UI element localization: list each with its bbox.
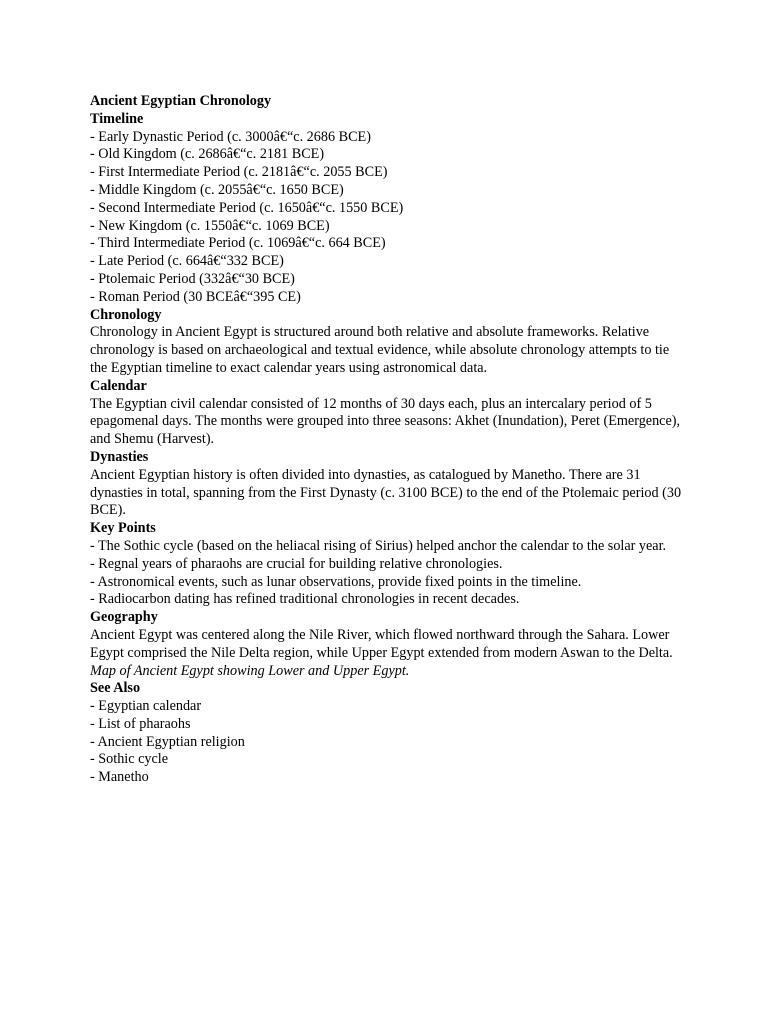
list-item: - Ptolemaic Period (332â€“30 BCE) bbox=[90, 270, 295, 287]
document-body bbox=[90, 93, 690, 787]
chronology-paragraph: Chronology in Ancient Egypt is structured around both relative and absolute frameworks. Relative chronology is based on archaeological and textual evidence, while absolute chronology attempts to tie the Egyptian timeline to exact calendar years using astronomical data. bbox=[90, 324, 670, 376]
list-item: - Astronomical events, such as lunar observations, provide fixed points in the timeline. bbox=[90, 573, 582, 590]
map-caption: Map of Ancient Egypt showing Lower and Upper Egypt. bbox=[90, 662, 410, 679]
list-item: - New Kingdom (c. 1550â€“c. 1069 BCE) bbox=[90, 217, 330, 234]
see-also-heading: See Also bbox=[90, 680, 141, 697]
document-title: Ancient Egyptian Chronology bbox=[90, 93, 272, 109]
list-item: - Early Dynastic Period (c. 3000â€“c. 2686 BCE) bbox=[90, 128, 371, 145]
list-item: - Old Kingdom (c. 2686â€“c. 2181 BCE) bbox=[90, 146, 325, 163]
list-item: - Egyptian calendar bbox=[90, 698, 202, 715]
key-points-list bbox=[90, 538, 690, 609]
calendar-heading: Calendar bbox=[90, 377, 147, 394]
list-item: - Radiocarbon dating has refined traditional chronologies in recent decades. bbox=[90, 591, 520, 608]
list-item: - Middle Kingdom (c. 2055â€“c. 1650 BCE) bbox=[90, 181, 344, 198]
see-also-list bbox=[90, 698, 690, 787]
timeline-list bbox=[90, 129, 690, 307]
list-item: - Ancient Egyptian religion bbox=[90, 733, 245, 750]
list-item: - Roman Period (30 BCEâ€“395 CE) bbox=[90, 288, 301, 305]
dynasties-heading: Dynasties bbox=[90, 448, 149, 465]
dynasties-paragraph: Ancient Egyptian history is often divided into dynasties, as catalogued by Manetho. There are 31 dynasties in total, spanning from the First Dynasty (c. 3100 BCE) to the end of the Ptolemaic period (30 BCE). bbox=[90, 466, 682, 519]
calendar-paragraph: The Egyptian civil calendar consisted of 12 months of 30 days each, plus an intercalary period of 5 epagomenal days. The months were grouped into three seasons: Akhet (Inundation), Peret (Emergence), and Shemu (Harvest). bbox=[90, 395, 681, 448]
list-item: - Sothic cycle bbox=[90, 751, 169, 768]
list-item: - Regnal years of pharaohs are crucial for building relative chronologies. bbox=[90, 555, 503, 572]
list-item: - Third Intermediate Period (c. 1069â€“c. 664 BCE) bbox=[90, 235, 386, 252]
list-item: - Manetho bbox=[90, 769, 149, 786]
list-item: - List of pharaohs bbox=[90, 715, 191, 732]
key-points-heading: Key Points bbox=[90, 520, 156, 537]
list-item: - Second Intermediate Period (c. 1650â€“c. 1550 BCE) bbox=[90, 199, 404, 216]
timeline-heading: Timeline bbox=[90, 110, 144, 127]
list-item: - The Sothic cycle (based on the heliacal rising of Sirius) helped anchor the calendar to the solar year. bbox=[90, 537, 667, 554]
geography-paragraph: Ancient Egypt was centered along the Nile River, which flowed northward through the Sahara. Lower Egypt comprised the Nile Delta region, while Upper Egypt extended from modern Aswan to the Delta. bbox=[90, 626, 673, 661]
list-item: - First Intermediate Period (c. 2181â€“c. 2055 BCE) bbox=[90, 164, 388, 181]
chronology-heading: Chronology bbox=[90, 306, 162, 323]
list-item: - Late Period (c. 664â€“332 BCE) bbox=[90, 253, 284, 270]
geography-heading: Geography bbox=[90, 609, 158, 626]
